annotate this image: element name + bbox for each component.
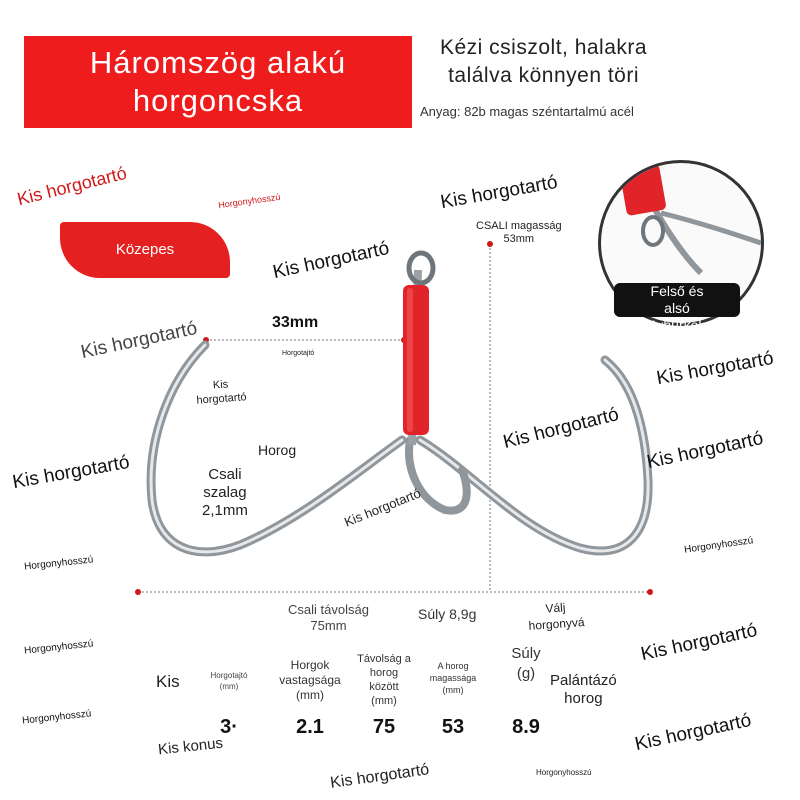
spec-header-4-line-2: magassága <box>429 673 477 683</box>
distance-label: Csali távolság <box>288 602 369 617</box>
small-kis-horgotarto <box>195 376 247 407</box>
distance-annotation <box>288 602 369 634</box>
inset-caption <box>614 283 740 333</box>
spec-header-3-line-2: horog <box>369 667 399 679</box>
spec-value-2: 2.1 <box>296 716 324 738</box>
small-kis-line-1: Kis <box>212 378 229 392</box>
horgotajto-label: Horgotajtó <box>282 350 315 357</box>
watermark-horgonyhossz-red: Horgonyhosszú <box>217 191 281 211</box>
valj-annotation <box>527 598 585 634</box>
watermark-kis-horgotarto-4: Kis horgotartó <box>654 347 776 390</box>
watermark-horgonyhossz-1: Horgonyhosszú <box>683 535 754 556</box>
distance-value: 75mm <box>310 618 347 633</box>
watermark-kis-horgotarto-red: Kis horgotartó <box>15 162 129 210</box>
hook-right <box>420 360 648 551</box>
height-annotation <box>476 220 562 246</box>
spec-header-3-line-4: (mm) <box>371 695 397 707</box>
palantazo-annotation <box>550 672 617 708</box>
spec-header-3-line-1: Távolság a <box>357 653 411 665</box>
spec-header-5-line-2: (g) <box>516 665 536 682</box>
spec-header-1-line-2: (mm) <box>219 682 239 691</box>
csali-szalag-line-3: 2,1mm <box>202 502 248 519</box>
inset-caption-line-3: övhurkok <box>648 317 706 333</box>
watermark-kis-horgotarto-7: Kis horgotartó <box>10 451 132 494</box>
height-value: 53mm <box>503 233 535 245</box>
small-kis-line-2: horgotartó <box>196 391 248 407</box>
spec-header-1-line-1: Horgotajtó <box>210 671 248 680</box>
spec-header-4-line-1: A horog <box>437 661 469 671</box>
watermark-kis-horgotarto-6: Kis horgotartó <box>645 427 766 474</box>
watermark-horgonyhossz-3: Horgonyhosszú <box>23 638 94 657</box>
material-text: Anyag: 82b magas széntartalmú acél <box>420 104 634 119</box>
watermark-kis-horgotarto-10: Kis horgotartó <box>633 709 754 756</box>
title-line-2: horgoncska <box>132 83 304 118</box>
spec-value-1: 3· <box>220 716 238 738</box>
csali-szalag-annotation <box>202 466 248 520</box>
watermark-horgonyhossz-5: Horgonyhosszú <box>536 768 592 777</box>
spec-header-4-line-3: (mm) <box>442 685 464 695</box>
kis-konus-label: Kis konus <box>157 734 224 759</box>
red-tube <box>403 285 429 435</box>
watermark-kis-horgotarto-11: Kis horgotartó <box>329 761 431 792</box>
csali-szalag-line-1: Csali <box>208 466 242 483</box>
spec-header-3 <box>348 652 420 708</box>
height-label: CSALI magasság <box>476 220 562 232</box>
spec-header-1 <box>206 670 252 692</box>
watermark-kis-horgotarto-3: Kis horgotartó <box>79 317 200 364</box>
spec-header-5 <box>500 644 552 684</box>
watermark-horgonyhossz-2: Horgonyhosszú <box>23 554 94 573</box>
weight-annotation: Súly 8,9g <box>418 606 477 622</box>
kis-label: Kis <box>156 672 180 691</box>
spec-value-5: 8.9 <box>512 716 540 738</box>
watermark-kis-horgotarto-5: Kis horgotartó <box>501 404 621 454</box>
spec-value-4: 53 <box>441 716 465 738</box>
watermark-kis-horgotarto-1: Kis horgotartó <box>438 171 560 214</box>
spec-header-2-line-1: Horgok <box>290 658 330 672</box>
spec-header-2-line-2: vastagsága <box>279 673 341 687</box>
palantazo-line-1: Palántázó <box>550 672 617 689</box>
spec-header-5-line-1: Súly <box>511 645 541 662</box>
csali-szalag-line-2: szalag <box>203 484 247 501</box>
watermark-kis-horgotarto-2: Kis horgotartó <box>271 237 392 284</box>
width-label: 33mm <box>272 314 319 331</box>
tagline-line-2: találva könnyen töri <box>448 64 640 87</box>
spec-header-4 <box>418 660 488 696</box>
inset-caption-line-2: alsó <box>664 300 690 316</box>
baseline-dot-left <box>135 589 141 595</box>
horog-label: Horog <box>258 442 297 458</box>
spec-header-2 <box>270 658 350 703</box>
inset-caption-line-1: Felső és <box>650 283 704 299</box>
baseline-dot-right <box>647 589 653 595</box>
palantazo-line-2: horog <box>564 690 603 707</box>
valj-line-2: horgonyvá <box>528 615 586 633</box>
size-badge: Közepes <box>60 222 230 278</box>
title-line-1: Háromszög alakú <box>89 45 347 80</box>
spec-value-3: 75 <box>372 716 396 738</box>
valj-line-1: Válj <box>544 600 566 616</box>
watermark-horgonyhossz-4: Horgonyhosszú <box>21 708 92 727</box>
tagline-line-1: Kézi csiszolt, halakra <box>440 36 648 59</box>
watermark-kis-horgotarto-9: Kis horgotartó <box>639 619 760 666</box>
spec-header-3-line-3: között <box>369 681 399 693</box>
spec-header-2-line-3: (mm) <box>296 688 324 702</box>
watermark-kis-horgotarto-8: Kis horgotartó <box>342 485 423 530</box>
